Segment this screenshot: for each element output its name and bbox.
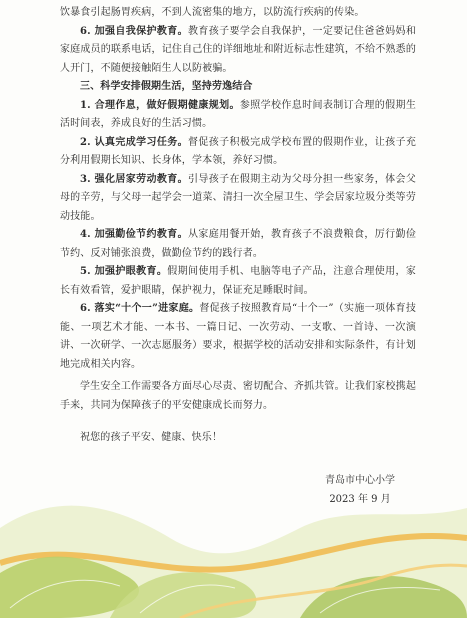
item-text: 引导孩子在假期主动为父母分担一些家务，体会父母的辛劳，与父母一起学会一道菜、清扫一次全屋卫生、学会居家垃圾分类等劳动技能。 — [60, 173, 416, 222]
item-text: 从家庭用餐开始，教育孩子不浪费粮食，厉行勤俭节约、反对铺张浪费，做勤俭节约的践行者。 — [60, 229, 416, 259]
school-name: 青岛市中心小学 — [325, 475, 395, 486]
list-item — [60, 171, 416, 227]
section-title: 三、科学安排假期生活，坚持劳逸结合 — [80, 81, 253, 92]
item-lead: 4. 加强勤俭节约教育。 — [80, 229, 188, 240]
item-lead: 6. 落实“十个一”进家庭。 — [80, 303, 200, 314]
paragraph-self-protection — [60, 23, 416, 79]
leaf-decoration — [0, 468, 467, 618]
paragraph-text: 饮暴食引起肠胃疾病，不到人流密集的地方，以防流行疾病的传染。 — [60, 7, 365, 18]
item-lead: 5. 加强护眼教育。 — [80, 266, 168, 277]
closing-paragraph: 学生安全工作需要各方面尽心尽责、密切配合、齐抓共管。让我们家校携起手来，共同为保障孩子的平安健康成长而努力。 — [60, 381, 416, 411]
list-item — [60, 97, 416, 134]
wish-line: 祝您的孩子平安、健康、快乐！ — [80, 432, 223, 443]
paragraph-hygiene-tail — [60, 4, 416, 23]
signature-date: 2023 年 9 月 — [329, 493, 391, 505]
item-text: 督促孩子积极完成学校布置的假期作业，让孩子充分利用假期长知识、长身体，学本领，养好习惯。 — [60, 136, 416, 166]
paragraph-text: 教育孩子要学会自我保护，一定要记住爸爸妈妈和家庭成员的联系电话，记住自己住的详细地址和附近标志性建筑，不给不熟悉的人开门，不随便接触陌生人以防被骗。 — [60, 25, 416, 74]
item-text: 督促孩子按照教育局“十个一”（实施一项体育技能、一项艺术才能、一本书、一篇日记、一次劳动、一支歌、一首诗、一次演讲、一次研学、一次志愿服务）要求，根据学校的活动安排和实际条件，有计划地完成相关内容。 — [60, 303, 416, 370]
paragraph-lead: 6. 加强自我保护教育。 — [80, 25, 188, 37]
item-text: 参照学校作息时间表制订合理的假期生活时间表，养成良好的生活习惯。 — [60, 99, 416, 129]
item-text: 假期间使用手机、电脑等电子产品，注意合理使用，家长有效看管，爱护眼睛，保护视力，保证充足睡眠时间。 — [60, 266, 417, 296]
list-item — [60, 263, 416, 300]
document-body — [60, 4, 416, 448]
item-lead: 1. 合理作息，做好假期健康规划。 — [80, 99, 240, 111]
item-lead: 3. 强化居家劳动教育。 — [80, 173, 188, 185]
item-lead: 2. 认真完成学习任务。 — [80, 136, 188, 148]
list-item — [60, 226, 416, 263]
list-item — [60, 134, 416, 171]
list-item — [60, 300, 416, 374]
